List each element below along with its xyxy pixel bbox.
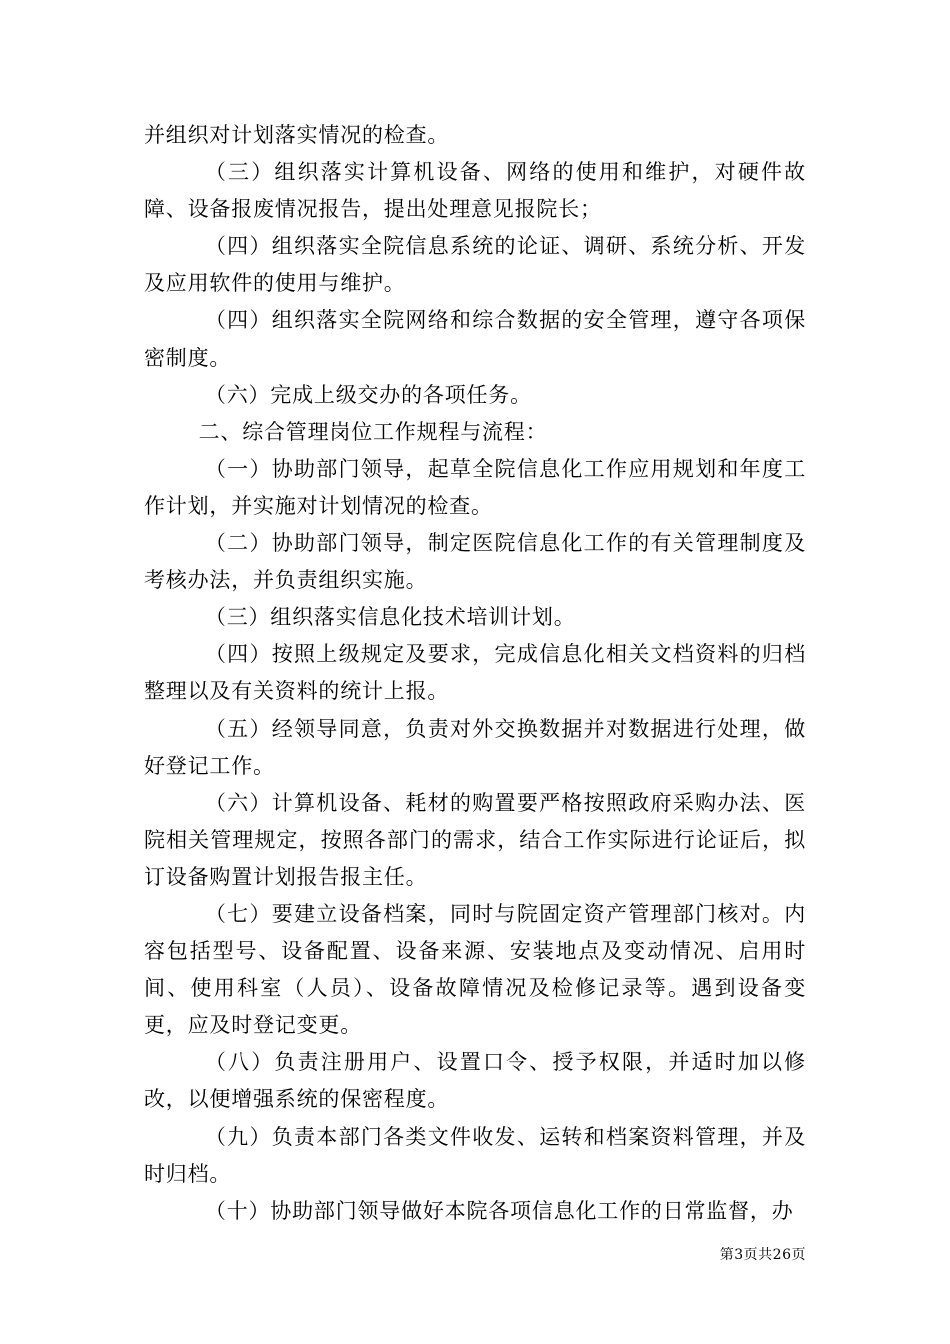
paragraph: （八）负责注册用户、设置口令、授予权限，并适时加以修改，以便增强系统的保密程度。 — [144, 1050, 806, 1112]
paragraph: （六）完成上级交办的各项任务。 — [204, 382, 532, 407]
paragraph: （四）组织落实全院信息系统的论证、调研、系统分析、开发及应用软件的使用与维护。 — [144, 234, 806, 296]
paragraph: （七）要建立设备档案，同时与院固定资产管理部门核对。内容包括型号、设备配置、设备来源、安装地点及变动情况、启用时间、使用科室（人员）、设备故障情况及检修记录等。遇到设备变更，应及时登记变更。 — [144, 901, 806, 1038]
paragraph: （五）经领导同意，负责对外交换数据并对数据进行处理，做好登记工作。 — [144, 716, 806, 778]
paragraph: （六）计算机设备、耗材的购置要严格按照政府采购办法、医院相关管理规定，按照各部门的需求，结合工作实际进行论证后，拟订设备购置计划报告报主任。 — [144, 790, 806, 889]
paragraph: （四）组织落实全院网络和综合数据的安全管理，遵守各项保密制度。 — [144, 308, 806, 370]
paragraph: （九）负责本部门各类文件收发、运转和档案资料管理，并及时归档。 — [144, 1124, 806, 1186]
section-heading: 二、综合管理岗位工作规程与流程： — [198, 419, 548, 444]
paragraph: 并组织对计划落实情况的检查。 — [144, 123, 450, 147]
page-number-footer: 第3页共26页 — [719, 1247, 806, 1263]
paragraph: （一）协助部门领导，起草全院信息化工作应用规划和年度工作计划，并实施对计划情况的检查。 — [144, 456, 806, 518]
document-body — [144, 117, 806, 1230]
paragraph: （三）组织落实计算机设备、网络的使用和维护，对硬件故障、设备报废情况报告，提出处理意见报院长； — [144, 160, 806, 222]
paragraph: （十）协助部门领导做好本院各项信息化工作的日常监督，办 — [204, 1198, 794, 1223]
paragraph: （三）组织落实信息化技术培训计划。 — [204, 605, 576, 630]
paragraph: （四）按照上级规定及要求，完成信息化相关文档资料的归档整理以及有关资料的统计上报。 — [144, 642, 806, 704]
paragraph: （二）协助部门领导，制定医院信息化工作的有关管理制度及考核办法，并负责组织实施。 — [144, 531, 806, 593]
